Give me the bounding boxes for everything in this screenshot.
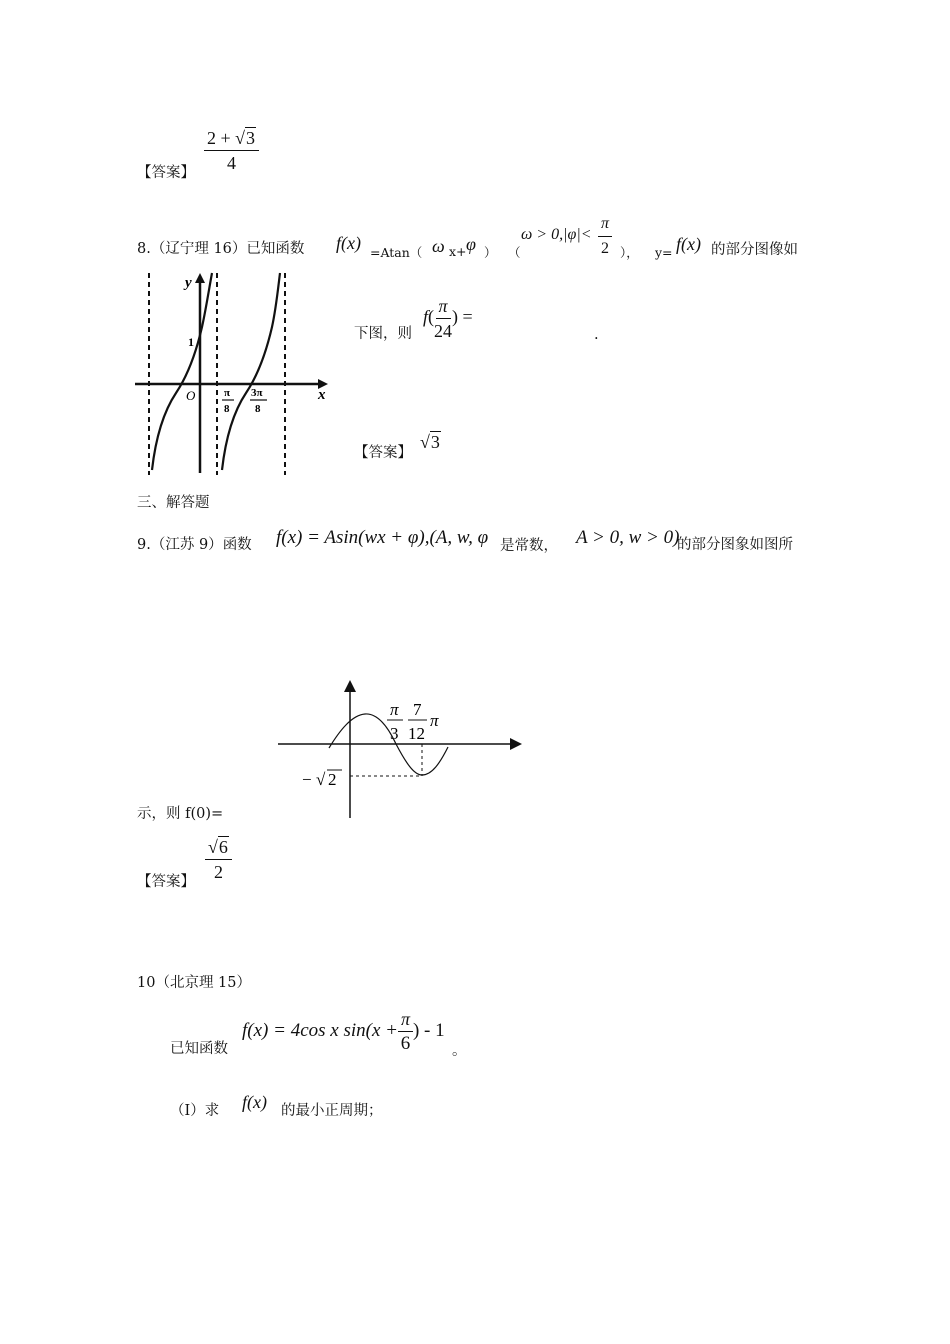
q8-cond-den: 2 [601, 240, 609, 257]
q8-answer-label: 【答案】 [354, 445, 412, 461]
q7-answer-value: $\frac{2 + √3}{4}$ [204, 128, 259, 173]
q10-number: 10（北京理 15） [137, 975, 252, 991]
q7-answer-den: 4 [227, 153, 237, 173]
q10-text: 已知函数 [170, 1041, 228, 1057]
q8-xplus: x+ [449, 244, 467, 259]
q10-formula-a: f(x) = 4cos x sin(x + [242, 1019, 398, 1041]
q8-ask-end: ) = [452, 306, 473, 327]
q8-source: （辽宁理 16） [150, 241, 247, 257]
q9-condition: A > 0, w > 0) [576, 527, 680, 548]
q8-ask-den: 24 [434, 321, 453, 341]
q8-one-label: 1 [188, 335, 194, 349]
q8-omega: ω [432, 236, 445, 256]
q9-tick-7-den: 12 [408, 724, 425, 743]
q8-ask-f: f [423, 306, 429, 327]
q10-part1-fx: f(x) [242, 1092, 267, 1112]
q8-ask-num: π [436, 296, 451, 319]
q8-close: ） [484, 245, 497, 260]
q8-condition-frac [598, 214, 612, 259]
q10-formula-b: ) - 1 [412, 1019, 445, 1041]
q8-tick2-den: 8 [255, 403, 261, 415]
q9-line1 [137, 536, 252, 554]
q8-condition: ω > 0,|φ|< [521, 226, 592, 243]
q9-number: 9. [137, 537, 151, 553]
q8-ask: f( $\frac{\pi}{24}$ ) = [423, 296, 473, 341]
q9-neg-sign: − [302, 770, 312, 789]
q9-root-symbol: √ [316, 770, 326, 789]
q9-answer-value: $\frac{√6}{2}$ [205, 837, 232, 882]
q8-tan-branch-2 [222, 273, 280, 470]
q10-end: 。 [452, 1043, 467, 1059]
q8-answer-radicand: 3 [430, 432, 440, 452]
q8-open2: （ [508, 245, 521, 260]
q9-formula: f(x) = Asin(wx + φ),(A, w, φ [276, 527, 489, 548]
section-heading: 三、解答题 [137, 495, 210, 511]
q8-x-label: x [318, 387, 326, 403]
q8-yeq: y= [655, 245, 673, 260]
q8-y-arrow [195, 273, 205, 283]
q9-text3: 的部分图象如图所 [677, 537, 793, 553]
q9-answer-radicand: 6 [218, 837, 228, 857]
q8-tan-graph [130, 265, 335, 480]
q9-source: （江苏 9） [150, 537, 223, 553]
q10-part1-a: （Ⅰ）求 [170, 1103, 220, 1119]
q8-tick1-den: 8 [224, 403, 230, 415]
q8-number: 8. [137, 241, 151, 257]
q8-cond-num: π [598, 214, 612, 237]
q8-tick1-num: π [224, 387, 231, 399]
q9-answer-den: 2 [213, 862, 223, 882]
q9-sine-graph [270, 675, 530, 825]
q8-line2: 下图，则 [354, 326, 412, 342]
q8-text: 已知函数 [246, 241, 305, 257]
q7-answer-radicand: 3 [246, 128, 256, 148]
q10-formula-den: 6 [400, 1033, 411, 1054]
q7-answer-label: 【答案】 [137, 165, 195, 181]
q8-phi: φ [466, 234, 476, 254]
q9-tick-pi3-num: π [390, 700, 399, 719]
q9-text2: 是常数， [500, 538, 558, 554]
q10-formula [242, 1009, 445, 1054]
q9-y-arrow [344, 680, 356, 692]
q10-part1-b: 的最小正周期； [281, 1103, 383, 1119]
q9-tick-7-num: 7 [413, 700, 422, 719]
q8-fx: f(x) [336, 233, 361, 253]
q8-tail: 的部分图像如 [711, 242, 798, 258]
q8-tick2-num: 3π [251, 387, 263, 399]
q7-answer-num: 2 + [207, 128, 236, 148]
q8-atan: =Atan（ [370, 245, 423, 260]
q9-text: 函数 [222, 537, 252, 553]
q9-line2: 示，则 f(0)= [137, 806, 224, 822]
q8-line1 [137, 240, 304, 258]
q9-answer-label: 【答案】 [137, 874, 195, 890]
q8-close2: ）， [620, 245, 639, 260]
q9-root-value: 2 [328, 770, 337, 789]
q9-tick-7-pi: π [430, 711, 439, 730]
q8-fx2: f(x) [676, 234, 701, 254]
q9-x-arrow [510, 738, 522, 750]
q8-period: . [594, 327, 599, 343]
q8-y-label: y [185, 275, 192, 291]
q8-answer-value: √3 [420, 432, 440, 452]
q9-tick-pi3-den: 3 [390, 724, 399, 743]
q10-formula-num: π [398, 1009, 413, 1032]
q8-origin-label: O [186, 388, 196, 403]
q8-tan-branch-1 [152, 273, 212, 470]
